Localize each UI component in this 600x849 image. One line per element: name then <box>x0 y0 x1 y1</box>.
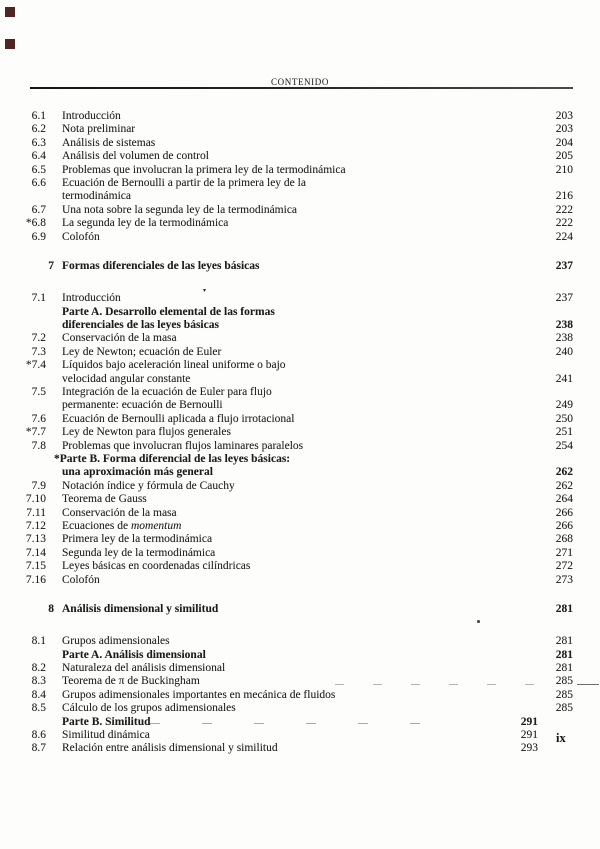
section-title: Parte A. Desarrollo elemental de las formas <box>62 305 275 318</box>
section-title: Introducción <box>62 292 121 305</box>
section-title: Formas diferenciales de las leyes básicas <box>62 259 260 272</box>
section-title: Grupos adimensionales importantes en mecánica de fluidos <box>62 688 336 701</box>
page-number: 262 <box>555 479 573 492</box>
section-title: Primera ley de la termodinámica <box>62 533 213 546</box>
section-number: 6.6 <box>31 176 46 189</box>
toc-row-7.1 <box>0 292 600 305</box>
toc-line <box>0 413 600 426</box>
page-number: 281 <box>555 635 573 648</box>
toc-line <box>0 520 600 533</box>
section-number: 6.5 <box>31 163 46 176</box>
toc-line <box>0 603 600 616</box>
toc-row <box>0 649 600 662</box>
toc-line <box>0 742 600 755</box>
section-number: *6.8 <box>25 217 46 230</box>
toc-row <box>0 453 600 480</box>
toc-row <box>0 306 600 333</box>
section-number: 6.4 <box>31 150 46 163</box>
toc-row-6.6 <box>0 177 600 204</box>
section-title: Una nota sobre la segunda ley de la termodinámica <box>62 203 298 216</box>
section-title: Grupos adimensionales <box>62 635 170 648</box>
section-number: 7 <box>48 259 54 272</box>
section-title: Introducción <box>62 110 121 122</box>
section-number: 8.4 <box>31 688 46 701</box>
toc-row-8.5 <box>0 702 600 715</box>
header-rule <box>30 87 573 89</box>
toc-line <box>0 204 600 217</box>
page-number: 262 <box>555 466 573 479</box>
page-number: 266 <box>555 506 573 519</box>
page-number: 203 <box>555 110 573 122</box>
toc-row-7.16 <box>0 574 600 587</box>
section-number: 7.14 <box>25 546 46 559</box>
page-number: 216 <box>555 190 573 203</box>
section-title: Problemas que involucran flujos laminares paralelos <box>62 439 304 452</box>
toc-line <box>0 574 600 587</box>
page-number: 266 <box>555 519 573 532</box>
toc-line <box>0 675 600 688</box>
page-number: 205 <box>555 150 573 163</box>
section-number: 8.5 <box>31 702 46 715</box>
toc-row-7.14 <box>0 547 600 560</box>
toc-row-7.3 <box>0 346 600 359</box>
page-number: 293 <box>520 742 538 755</box>
toc-row-7.2 <box>0 332 600 345</box>
toc-line <box>0 507 600 520</box>
page-number: 240 <box>555 345 573 358</box>
toc-row-8.2 <box>0 662 600 675</box>
toc-list <box>0 110 600 756</box>
section-number: 8 <box>48 602 54 615</box>
scan-mark-square-2 <box>5 39 15 49</box>
section-number: 7.9 <box>31 479 46 492</box>
section-number: 7.15 <box>25 560 46 573</box>
section-number: *7.4 <box>25 359 46 372</box>
toc-row-7.10 <box>0 493 600 506</box>
section-number: 6.3 <box>31 136 46 149</box>
toc-line <box>0 332 600 345</box>
section-title: Líquidos bajo aceleración lineal uniforme o bajo <box>62 359 286 372</box>
toc-line <box>0 386 600 399</box>
toc-line <box>0 440 600 453</box>
toc-line <box>0 729 600 742</box>
section-title: *Parte B. Forma diferencial de las leyes básicas: <box>54 452 291 465</box>
toc-row-6.2 <box>0 123 600 136</box>
toc-line <box>0 493 600 506</box>
scan-mark-dashes-1 <box>335 684 550 685</box>
toc-line <box>0 110 600 123</box>
section-title: una aproximación más general <box>62 466 213 479</box>
page-number: 249 <box>555 399 573 412</box>
section-number: 7.5 <box>31 386 46 399</box>
toc-row-8.7 <box>0 742 600 755</box>
page-number: 250 <box>555 412 573 425</box>
page-number: 204 <box>555 136 573 149</box>
section-title: termodinámica <box>62 190 131 203</box>
toc-row-8.4 <box>0 689 600 702</box>
section-title: Ecuaciones de momentum <box>62 519 182 532</box>
section-number: 8.3 <box>31 675 46 688</box>
toc-line <box>0 346 600 359</box>
section-title: Nota preliminar <box>62 123 136 136</box>
section-title: Relación entre análisis dimensional y similitud <box>62 742 278 755</box>
section-title: Ley de Newton; ecuación de Euler <box>62 345 222 358</box>
page-number: 291 <box>520 729 538 742</box>
toc-row-8.3 <box>0 675 600 688</box>
toc-row-6.5 <box>0 164 600 177</box>
toc-line <box>0 533 600 546</box>
section-title: Análisis del volumen de control <box>62 150 209 163</box>
section-title: Ecuación de Bernoulli a partir de la primera ley de la <box>62 176 306 189</box>
section-number: 6.9 <box>31 230 46 243</box>
toc-line <box>0 306 600 319</box>
section-number: 7.3 <box>31 345 46 358</box>
toc-line <box>0 177 600 190</box>
section-title: diferenciales de las leyes básicas <box>62 319 219 332</box>
page-number: 285 <box>555 688 573 701</box>
toc-line <box>0 466 600 479</box>
page-number: 241 <box>555 372 573 385</box>
page-number: 291 <box>520 715 538 728</box>
toc-row-6.9 <box>0 231 600 244</box>
section-title: permanente: ecuación de Bernoulli <box>62 399 223 412</box>
section-title: Análisis de sistemas <box>62 136 156 149</box>
section-title: Teorema de π de Buckingham <box>62 675 200 688</box>
toc-line <box>0 319 600 332</box>
toc-row-7.12 <box>0 520 600 533</box>
toc-row-8.1 <box>0 635 600 648</box>
page-number: 222 <box>555 217 573 230</box>
toc-row-7.4 <box>0 359 600 386</box>
page-number: 281 <box>555 662 573 675</box>
scan-mark-square-1 <box>5 7 15 17</box>
section-number: 7.13 <box>25 533 46 546</box>
toc-line <box>0 453 600 466</box>
toc-line <box>0 359 600 372</box>
section-number: 7.10 <box>25 493 46 506</box>
toc-line <box>0 560 600 573</box>
scan-mark-dash-tail <box>577 684 599 685</box>
toc-line <box>0 547 600 560</box>
page-number: 210 <box>555 163 573 176</box>
section-title: Colofón <box>62 573 100 586</box>
section-number: 7.8 <box>31 439 46 452</box>
page-number: 264 <box>555 493 573 506</box>
section-number: 8.2 <box>31 662 46 675</box>
page-number: 222 <box>555 203 573 216</box>
section-title: Leyes básicas en coordenadas cilíndricas <box>62 560 251 573</box>
toc-line <box>0 373 600 386</box>
page-number: 238 <box>555 319 573 332</box>
section-number: 7.6 <box>31 412 46 425</box>
section-number: 7.12 <box>25 519 46 532</box>
section-title: Parte B. Similitud <box>62 715 151 728</box>
section-title: Problemas que involucran la primera ley de la termodinámica <box>62 163 346 176</box>
section-number: 6.2 <box>31 123 46 136</box>
page-number: 251 <box>555 426 573 439</box>
page-number: 281 <box>555 602 573 615</box>
toc-row-7.7 <box>0 426 600 439</box>
toc-row-6.1 <box>0 110 600 123</box>
section-number: *7.7 <box>25 426 46 439</box>
toc-row-7 <box>0 260 600 273</box>
section-title: Cálculo de los grupos adimensionales <box>62 702 236 715</box>
toc-row-8.6 <box>0 729 600 742</box>
toc-row-7.6 <box>0 413 600 426</box>
section-title: Naturaleza del análisis dimensional <box>62 662 226 675</box>
toc-line <box>0 399 600 412</box>
toc-line <box>0 150 600 163</box>
toc-row-7.8 <box>0 440 600 453</box>
page-number: 254 <box>555 439 573 452</box>
section-number: 7.11 <box>26 506 46 519</box>
page-number: 285 <box>555 675 573 688</box>
section-title: Integración de la ecuación de Euler para flujo <box>62 386 272 399</box>
page-number: 272 <box>555 560 573 573</box>
section-number: 6.7 <box>31 203 46 216</box>
toc-line <box>0 689 600 702</box>
section-title: Ecuación de Bernoulli aplicada a flujo irrotacional <box>62 412 295 425</box>
toc-line <box>0 123 600 136</box>
section-title: Segunda ley de la termodinámica <box>62 546 216 559</box>
toc-line <box>0 137 600 150</box>
section-title: Análisis dimensional y similitud <box>62 602 219 615</box>
toc-line <box>0 292 600 305</box>
toc-line <box>0 480 600 493</box>
page-number: 281 <box>555 648 573 661</box>
toc-line <box>0 649 600 662</box>
scan-mark-chevron: ▾ <box>203 288 207 294</box>
section-title-italic: momentum <box>130 519 182 532</box>
toc-line <box>0 260 600 273</box>
page-number: 203 <box>555 123 573 136</box>
scan-mark-dashes-2 <box>150 723 435 724</box>
toc-line <box>0 217 600 230</box>
section-title: Teorema de Gauss <box>62 493 147 506</box>
toc-row-6.4 <box>0 150 600 163</box>
running-head <box>0 77 600 87</box>
section-number: 7.1 <box>31 292 46 305</box>
section-title: Similitud dinámica <box>62 729 150 742</box>
page-number: 238 <box>555 332 573 345</box>
toc-row-8 <box>0 603 600 616</box>
toc-row-6.7 <box>0 204 600 217</box>
toc-line <box>0 662 600 675</box>
toc-row-6.8 <box>0 217 600 230</box>
toc-line <box>0 702 600 715</box>
section-number: 8.6 <box>31 729 46 742</box>
section-number: 7.16 <box>25 573 46 586</box>
section-title: Conservación de la masa <box>62 332 177 345</box>
page-number: 237 <box>555 292 573 305</box>
toc-row-6.3 <box>0 137 600 150</box>
section-number: 7.2 <box>31 332 46 345</box>
page-number: 271 <box>555 546 573 559</box>
page-number: 273 <box>555 573 573 586</box>
running-head-label: CONTENIDO <box>271 77 329 87</box>
section-title: Conservación de la masa <box>62 506 177 519</box>
toc-line <box>0 231 600 244</box>
section-title: Notación índice y fórmula de Cauchy <box>62 479 235 492</box>
toc-row-7.13 <box>0 533 600 546</box>
scan-mark-dot <box>477 620 480 623</box>
toc-line <box>0 164 600 177</box>
toc-row-7.5 <box>0 386 600 413</box>
page-folio: ix <box>556 731 566 745</box>
page-number: 237 <box>555 259 573 272</box>
page-number: 285 <box>555 702 573 715</box>
page-number: 268 <box>555 533 573 546</box>
page-number: 224 <box>555 230 573 243</box>
toc-line <box>0 635 600 648</box>
section-title: Parte A. Análisis dimensional <box>62 648 206 661</box>
section-number: 6.1 <box>31 110 46 122</box>
section-title: Colofón <box>62 230 100 243</box>
section-number: 8.1 <box>31 635 46 648</box>
section-number: 8.7 <box>31 742 46 755</box>
section-title: Ley de Newton para flujos generales <box>62 426 231 439</box>
section-title: velocidad angular constante <box>62 372 191 385</box>
section-title: La segunda ley de la termodinámica <box>62 217 229 230</box>
toc-line <box>0 190 600 203</box>
toc-row-7.11 <box>0 507 600 520</box>
toc-row-7.15 <box>0 560 600 573</box>
toc-line <box>0 426 600 439</box>
toc-row-7.9 <box>0 480 600 493</box>
